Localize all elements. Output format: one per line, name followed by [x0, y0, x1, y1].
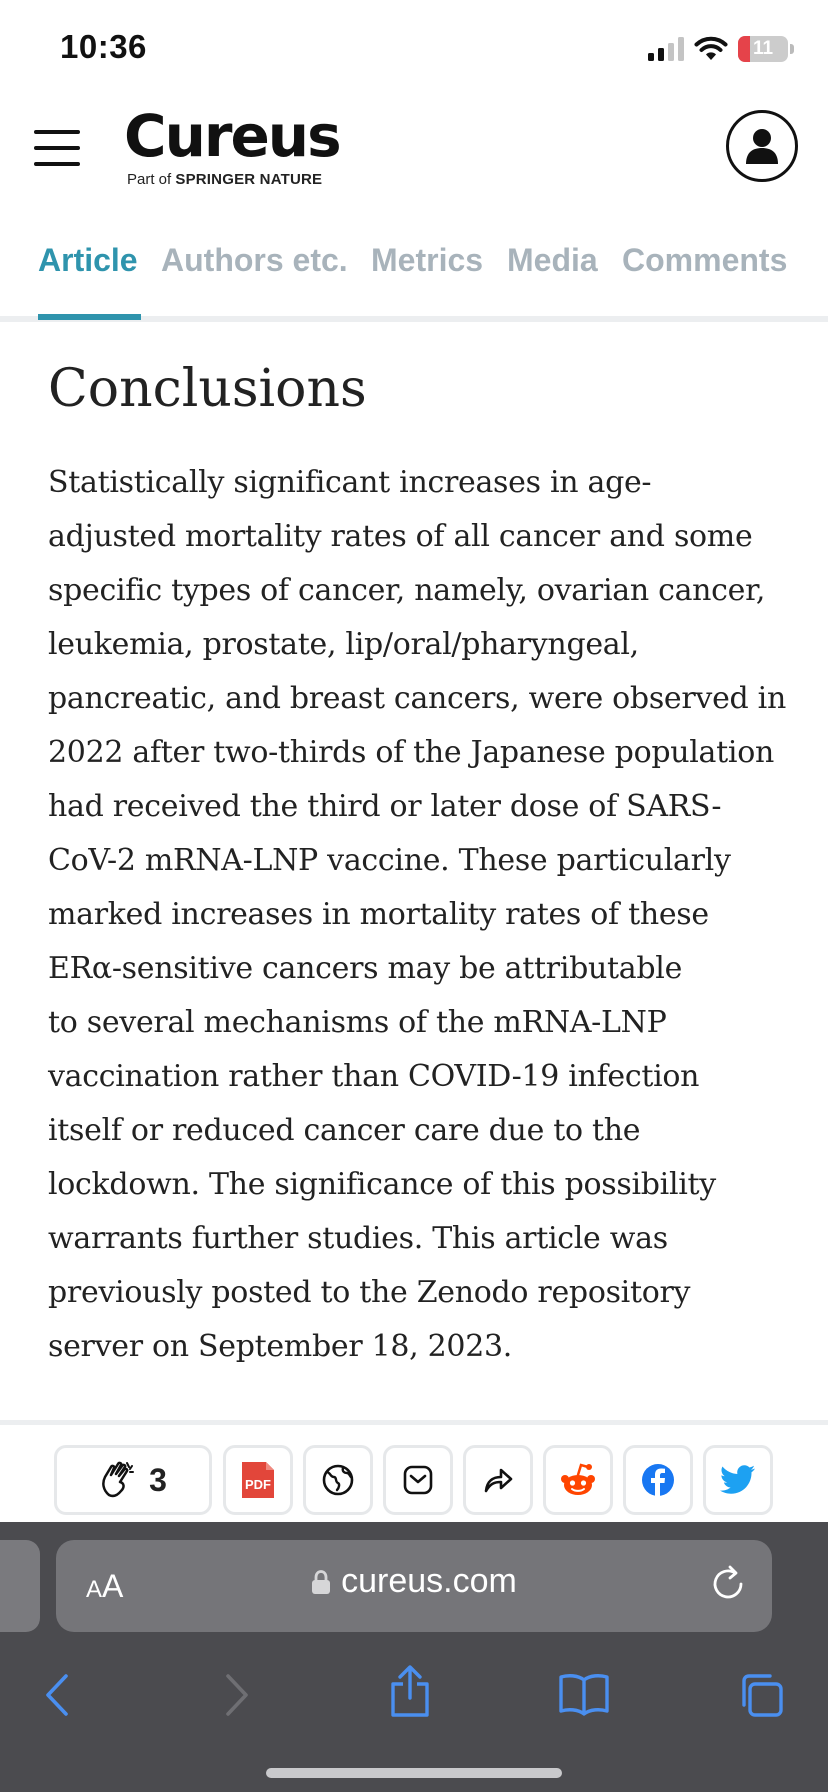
cureus-logo[interactable]: [124, 102, 340, 188]
body-line: Statistically significant increases in age-: [48, 464, 652, 500]
body-line: specific types of cancer, namely, ovarian cancer,: [48, 572, 766, 608]
article-content: [48, 360, 792, 1374]
body-line: itself or reduced cancer care due to the: [48, 1112, 641, 1148]
reload-icon: [710, 1564, 746, 1602]
reddit-share-button[interactable]: [543, 1445, 613, 1515]
site-header: [0, 100, 828, 210]
twitter-share-button[interactable]: [703, 1445, 773, 1515]
clap-icon: [99, 1461, 137, 1499]
logo-text: Cureus: [124, 102, 340, 170]
active-tab-indicator: [38, 314, 141, 320]
forward-button[interactable]: [218, 1672, 254, 1723]
url-display: [56, 1562, 772, 1604]
share-button[interactable]: [463, 1445, 533, 1515]
tabs-button[interactable]: [736, 1672, 784, 1723]
body-line: vaccination rather than COVID-19 infection: [48, 1058, 700, 1094]
battery-icon: [738, 36, 788, 62]
logo-subtitle: [124, 171, 340, 188]
body-line: leukemia, prostate, lip/oral/pharyngeal,: [48, 626, 639, 662]
status-icons: [648, 36, 794, 62]
share-icon: [388, 1664, 432, 1718]
tab-article[interactable]: Article: [38, 242, 138, 278]
body-line: warrants further studies. This article was: [48, 1220, 668, 1256]
twitter-icon: [720, 1465, 756, 1495]
facebook-share-button[interactable]: [623, 1445, 693, 1515]
reddit-icon: [558, 1461, 598, 1499]
body-line: server on September 18, 2023.: [48, 1328, 513, 1364]
pdf-label: PDF: [245, 1477, 271, 1492]
clap-button[interactable]: [54, 1445, 212, 1515]
home-indicator: [266, 1768, 562, 1778]
cellular-signal-icon: [648, 37, 684, 61]
browser-chrome: [0, 1522, 828, 1792]
tab-media[interactable]: Media: [507, 242, 598, 278]
browser-toolbar: [0, 1650, 828, 1750]
share-arrow-icon: [482, 1465, 514, 1495]
status-time: 10:36: [60, 28, 147, 65]
back-button[interactable]: [40, 1672, 76, 1723]
bookmarks-button[interactable]: [558, 1672, 610, 1721]
body-line: pancreatic, and breast cancers, were observed in: [48, 680, 786, 716]
section-title: Conclusions: [48, 359, 367, 419]
status-bar: [0, 0, 828, 100]
lock-icon: [311, 1569, 331, 1595]
logo-sub-brand: SPRINGER NATURE: [175, 170, 323, 188]
reload-button[interactable]: [710, 1564, 746, 1607]
body-line: had received the third or later dose of SARS-: [48, 788, 722, 824]
body-line: to several mechanisms of the mRNA-LNP: [48, 1004, 667, 1040]
share-bar: [0, 1420, 828, 1522]
user-icon: [745, 127, 779, 165]
address-bar[interactable]: [56, 1540, 772, 1632]
battery-tip: [790, 44, 794, 54]
email-button[interactable]: [383, 1445, 453, 1515]
body-line: marked increases in mortality rates of these: [48, 896, 709, 932]
article-tabs: [0, 228, 828, 322]
share-sheet-button[interactable]: [388, 1664, 432, 1723]
tab-metrics[interactable]: Metrics: [371, 242, 484, 278]
url-text: cureus.com: [341, 1562, 517, 1600]
body-line: previously posted to the Zenodo repository: [48, 1274, 691, 1310]
chevron-left-icon: [40, 1672, 76, 1718]
website-button[interactable]: [303, 1445, 373, 1515]
conclusions-body: [48, 456, 792, 1374]
aa-small: A: [86, 1576, 103, 1603]
wifi-icon: [694, 36, 728, 62]
hamburger-menu-icon[interactable]: [34, 130, 80, 166]
body-line: lockdown. The significance of this possibility: [48, 1166, 716, 1202]
battery-level: 11: [752, 38, 774, 59]
book-icon: [558, 1672, 610, 1716]
body-line: ERα-sensitive cancers may be attributable: [48, 950, 683, 986]
aa-big: A: [102, 1568, 124, 1604]
body-line: 2022 after two-thirds of the Japanese population: [48, 734, 774, 770]
body-line: CoV-2 mRNA-LNP vaccine. These particularly: [48, 842, 731, 878]
pdf-icon: [238, 1460, 278, 1500]
tab-authors[interactable]: Authors etc.: [161, 242, 348, 278]
chevron-right-icon: [218, 1672, 254, 1718]
account-button[interactable]: [726, 110, 798, 182]
logo-sub-prefix: Part of: [127, 170, 176, 188]
tab-comments[interactable]: Comments: [622, 242, 788, 278]
facebook-icon: [640, 1462, 676, 1498]
clap-count: 3: [149, 1461, 167, 1498]
mail-icon: [402, 1464, 434, 1496]
previous-tab-edge[interactable]: [0, 1540, 40, 1632]
body-line: adjusted mortality rates of all cancer and some: [48, 518, 753, 554]
globe-icon: [321, 1463, 355, 1497]
pdf-button[interactable]: [223, 1445, 293, 1515]
tabs-icon: [736, 1672, 784, 1718]
